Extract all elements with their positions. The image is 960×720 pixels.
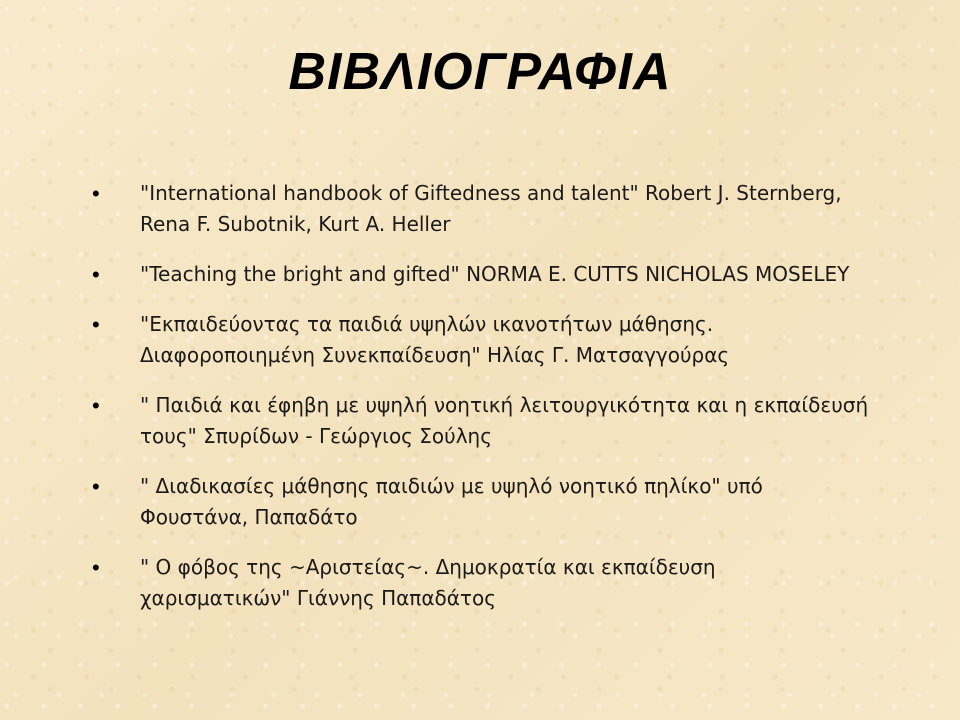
bibliography-item — [90, 178, 870, 240]
slide-title: ΒΙΒΛΙΟΓΡΑΦΙΑ — [288, 43, 672, 101]
bullet-icon: • — [92, 474, 100, 499]
bibliography-item — [90, 309, 870, 371]
bibliography-item — [90, 471, 870, 533]
bullet-icon: • — [92, 555, 100, 580]
bibliography-item — [90, 259, 870, 290]
bibliography-entry-text: "Εκπαιδεύοντας τα παιδιά υψηλών ικανοτήτων μάθησης. Διαφοροποιημένη Συνεκπαίδευση" Ηλίας Γ. Ματσαγγούρας — [140, 312, 730, 367]
bibliography-entry-text: " Ο φόβος της ~Αριστείας~. Δημοκρατία και εκπαίδευση χαρισματικών" Γιάννης Παπαδάτος — [140, 555, 716, 610]
bibliography-list — [90, 178, 870, 633]
bullet-icon: • — [92, 181, 100, 206]
bibliography-entry-text: " Παιδιά και έφηβη με υψηλή νοητική λειτουργικότητα και η εκπαίδευσή τους" Σπυρίδων - Γεώργιος Σούλης — [140, 393, 869, 448]
bibliography-entry-text: " Διαδικασίες μάθησης παιδιών με υψηλό νοητικό πηλίκο" υπό Φουστάνα, Παπαδάτο — [140, 474, 763, 529]
bibliography-item — [90, 552, 870, 614]
bibliography-entry-text: "International handbook of Giftedness and talent" Robert J. Sternberg, Rena F. Subotnik, Kurt A. Heller — [140, 181, 842, 236]
bullet-icon: • — [92, 393, 100, 418]
bullet-icon: • — [92, 312, 100, 337]
bibliography-item — [90, 390, 870, 452]
bibliography-entry-text: "Teaching the bright and gifted" NORMA E. CUTTS NICHOLAS MOSELEY — [140, 262, 850, 286]
bullet-icon: • — [92, 262, 100, 287]
